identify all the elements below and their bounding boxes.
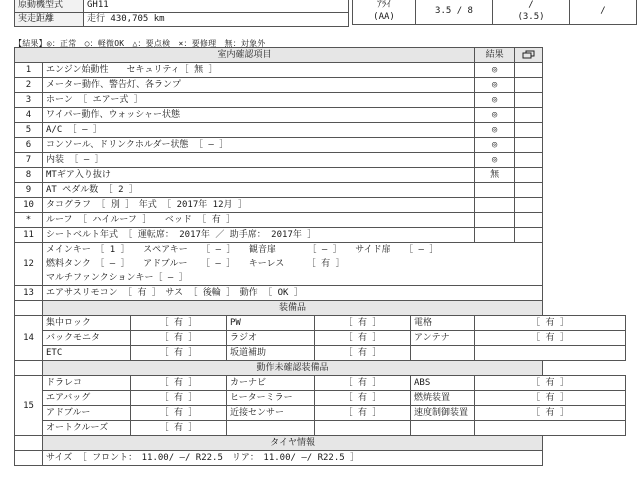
item-name <box>411 421 475 436</box>
equipment-row <box>15 331 626 346</box>
row-result: ◎ <box>475 78 515 93</box>
item-name: ラジオ <box>227 331 315 346</box>
interior-row <box>15 153 626 168</box>
row-blank <box>515 63 543 78</box>
vehicle-info-table <box>14 0 349 27</box>
row-number: 10 <box>15 198 43 213</box>
item-name: ABS <box>411 376 475 391</box>
interior-section-header: 室内確認項目 <box>15 48 475 63</box>
keys-line: 燃料タンク ［ ― ］ アドブルー ［ ― ］ キーレス ［ 有 ］ <box>43 257 543 271</box>
row-number: 13 <box>15 286 43 301</box>
grade-slash: / <box>528 0 534 10</box>
tire-header <box>15 436 626 451</box>
row-text: ホーン ［ エアー式 ］ <box>43 93 475 108</box>
row-blank <box>515 108 543 123</box>
unconfirmed-header-label: 動作未確認装備品 <box>43 361 543 376</box>
unconfirmed-row <box>15 376 626 391</box>
item-value: ［ 有 ］ <box>131 316 227 331</box>
row-number: 6 <box>15 138 43 153</box>
item-value: ［ 有 ］ <box>131 331 227 346</box>
unconfirmed-row <box>15 406 626 421</box>
equipment-row <box>15 346 626 361</box>
unconfirmed-row <box>15 391 626 406</box>
item-name: 近接センサー <box>227 406 315 421</box>
row-text: タコグラフ ［ 別 ］ 年式 ［ 2017年 12月 ］ <box>43 198 475 213</box>
grade-score-paren: (3.5) <box>517 12 545 22</box>
row-number: 7 <box>15 153 43 168</box>
item-value: ［ 有 ］ <box>131 376 227 391</box>
item-name: エアバッグ <box>43 391 131 406</box>
blank-cell <box>15 451 43 466</box>
item-value: ［ 有 ］ <box>315 391 411 406</box>
item-name: アンテナ <box>411 331 475 346</box>
item-value <box>315 421 411 436</box>
keys-row <box>15 243 626 258</box>
item-value: ［ 有 ］ <box>315 331 411 346</box>
inspection-table <box>14 47 626 466</box>
interior-row <box>15 228 626 243</box>
odometer-label: 実走距離 <box>15 13 84 27</box>
item-name: オートクルーズ <box>43 421 131 436</box>
interior-row <box>15 63 626 78</box>
row-blank <box>515 93 543 108</box>
row-result: ◎ <box>475 138 515 153</box>
item-name: ヒーターミラー <box>227 391 315 406</box>
row-blank <box>515 123 543 138</box>
model-label: 原動機型式 <box>15 0 84 13</box>
row-text: コンソール、ドリンクホルダー状態 ［ ― ］ <box>43 138 475 153</box>
item-name: カーナビ <box>227 376 315 391</box>
item-value: ［ 有 ］ <box>475 391 626 406</box>
interior-row <box>15 138 626 153</box>
row-number: 9 <box>15 183 43 198</box>
grade-score: 3.5 / 8 <box>416 0 493 25</box>
item-value: ［ 有 ］ <box>475 316 626 331</box>
item-value: ［ 有 ］ <box>131 391 227 406</box>
tire-size: サイズ ［ フロント： 11.00/ ―/ R22.5 リア： 11.00/ ―/ R22.5 ］ <box>43 451 543 466</box>
item-value <box>475 421 626 436</box>
row-result: ◎ <box>475 123 515 138</box>
row-text: エンジン始動性 セキュリティ［ 無 ］ <box>43 63 475 78</box>
row-text: A/C ［ ― ］ <box>43 123 475 138</box>
item-name: ドラレコ <box>43 376 131 391</box>
row-number: 12 <box>15 243 43 286</box>
row-blank <box>515 213 543 228</box>
row-blank <box>515 78 543 93</box>
row-text: メーター動作、警告灯、各ランプ <box>43 78 475 93</box>
row-result: ◎ <box>475 108 515 123</box>
row-text: ルーフ ［ ハイルーフ ］ ベッド ［ 有 ］ <box>43 213 475 228</box>
equipment-row <box>15 316 626 331</box>
item-name: 坂道補助 <box>227 346 315 361</box>
result-legend: 【結果】◎：正常 ○：軽微OK △：要点検 ×：要修理 無：対象外 <box>14 39 266 48</box>
row-blank <box>515 138 543 153</box>
share-icon <box>522 50 535 59</box>
row-result <box>475 213 515 228</box>
item-value: ［ 有 ］ <box>131 346 227 361</box>
interior-row <box>15 108 626 123</box>
row-text: シートベルト年式 ［ 運転席： 2017年 ／ 助手席： 2017年 ］ <box>43 228 475 243</box>
model-value: GH11 <box>84 0 349 13</box>
item-name: PW <box>227 316 315 331</box>
row-number: 14 <box>15 316 43 361</box>
interior-row <box>15 93 626 108</box>
row-result: 無 <box>475 168 515 183</box>
row-blank <box>515 168 543 183</box>
grade-table <box>352 0 637 25</box>
keys-row <box>15 271 626 286</box>
row-text: 内装 ［ ― ］ <box>43 153 475 168</box>
air-suspension-row <box>15 286 626 301</box>
item-value: ［ 有 ］ <box>315 316 411 331</box>
row-number: 8 <box>15 168 43 183</box>
keys-row <box>15 257 626 271</box>
equipment-header <box>15 301 626 316</box>
item-name <box>227 421 315 436</box>
item-name: バックモニタ <box>43 331 131 346</box>
row-number: 1 <box>15 63 43 78</box>
unconfirmed-row <box>15 421 626 436</box>
item-value: ［ 有 ］ <box>315 346 411 361</box>
row-number: 3 <box>15 93 43 108</box>
item-name <box>411 346 475 361</box>
grade-label <box>353 0 416 25</box>
share-icon-cell <box>515 48 543 63</box>
interior-row <box>15 198 626 213</box>
row-text: MTギア入り抜け <box>43 168 475 183</box>
row-number: 2 <box>15 78 43 93</box>
row-number: 5 <box>15 123 43 138</box>
grade-label-line1: ｱﾗｲ <box>377 0 391 10</box>
item-value: ［ 有 ］ <box>315 406 411 421</box>
row-number: 15 <box>15 376 43 436</box>
row-result: ◎ <box>475 153 515 168</box>
tire-header-label: タイヤ情報 <box>43 436 543 451</box>
item-value: ［ 有 ］ <box>475 406 626 421</box>
grade-extra: / <box>570 0 637 25</box>
equipment-header-label: 装備品 <box>43 301 543 316</box>
interior-row <box>15 123 626 138</box>
unconfirmed-header <box>15 361 626 376</box>
blank-cell <box>15 301 43 316</box>
item-name: 集中ロック <box>43 316 131 331</box>
item-name: 速度制御装置 <box>411 406 475 421</box>
interior-row <box>15 213 626 228</box>
interior-row <box>15 183 626 198</box>
item-name: 電格 <box>411 316 475 331</box>
row-text: AT ペダル数 ［ 2 ］ <box>43 183 475 198</box>
row-blank <box>515 198 543 213</box>
keys-line: マルチファンクションキー［ ― ］ <box>43 271 543 286</box>
item-value: ［ 有 ］ <box>315 376 411 391</box>
row-result: ◎ <box>475 63 515 78</box>
tire-row <box>15 451 626 466</box>
item-name: ETC <box>43 346 131 361</box>
blank-cell <box>15 436 43 451</box>
row-result: ◎ <box>475 93 515 108</box>
item-value: ［ 有 ］ <box>475 376 626 391</box>
odometer-value: 走行 430,705 km <box>84 13 349 27</box>
item-name: 燃焼装置 <box>411 391 475 406</box>
blank-cell <box>15 361 43 376</box>
row-blank <box>515 183 543 198</box>
row-number: 11 <box>15 228 43 243</box>
row-result <box>475 198 515 213</box>
row-number: 4 <box>15 108 43 123</box>
item-value: ［ 有 ］ <box>131 421 227 436</box>
row-result <box>475 183 515 198</box>
row-blank <box>515 228 543 243</box>
item-name: アドブルー <box>43 406 131 421</box>
item-value: ［ 有 ］ <box>131 406 227 421</box>
result-header: 結果 <box>475 48 515 63</box>
keys-line: メインキー ［ 1 ］ スペアキー ［ ― ］ 観音扉 ［ ― ］ サイド扉 ［ ― ］ <box>43 243 543 258</box>
interior-row <box>15 168 626 183</box>
row-result <box>475 228 515 243</box>
item-value: ［ 有 ］ <box>475 331 626 346</box>
row-blank <box>515 153 543 168</box>
row-text: エアサスリモコン ［ 有 ］ サス ［ 後輪 ］ 動作 ［ OK ］ <box>43 286 543 301</box>
grade-label-line2: (AA) <box>373 12 395 22</box>
interior-row <box>15 78 626 93</box>
row-text: ワイパー動作、ウォッシャー状態 <box>43 108 475 123</box>
grade-score-alt <box>493 0 570 25</box>
row-number: * <box>15 213 43 228</box>
item-value <box>475 346 626 361</box>
